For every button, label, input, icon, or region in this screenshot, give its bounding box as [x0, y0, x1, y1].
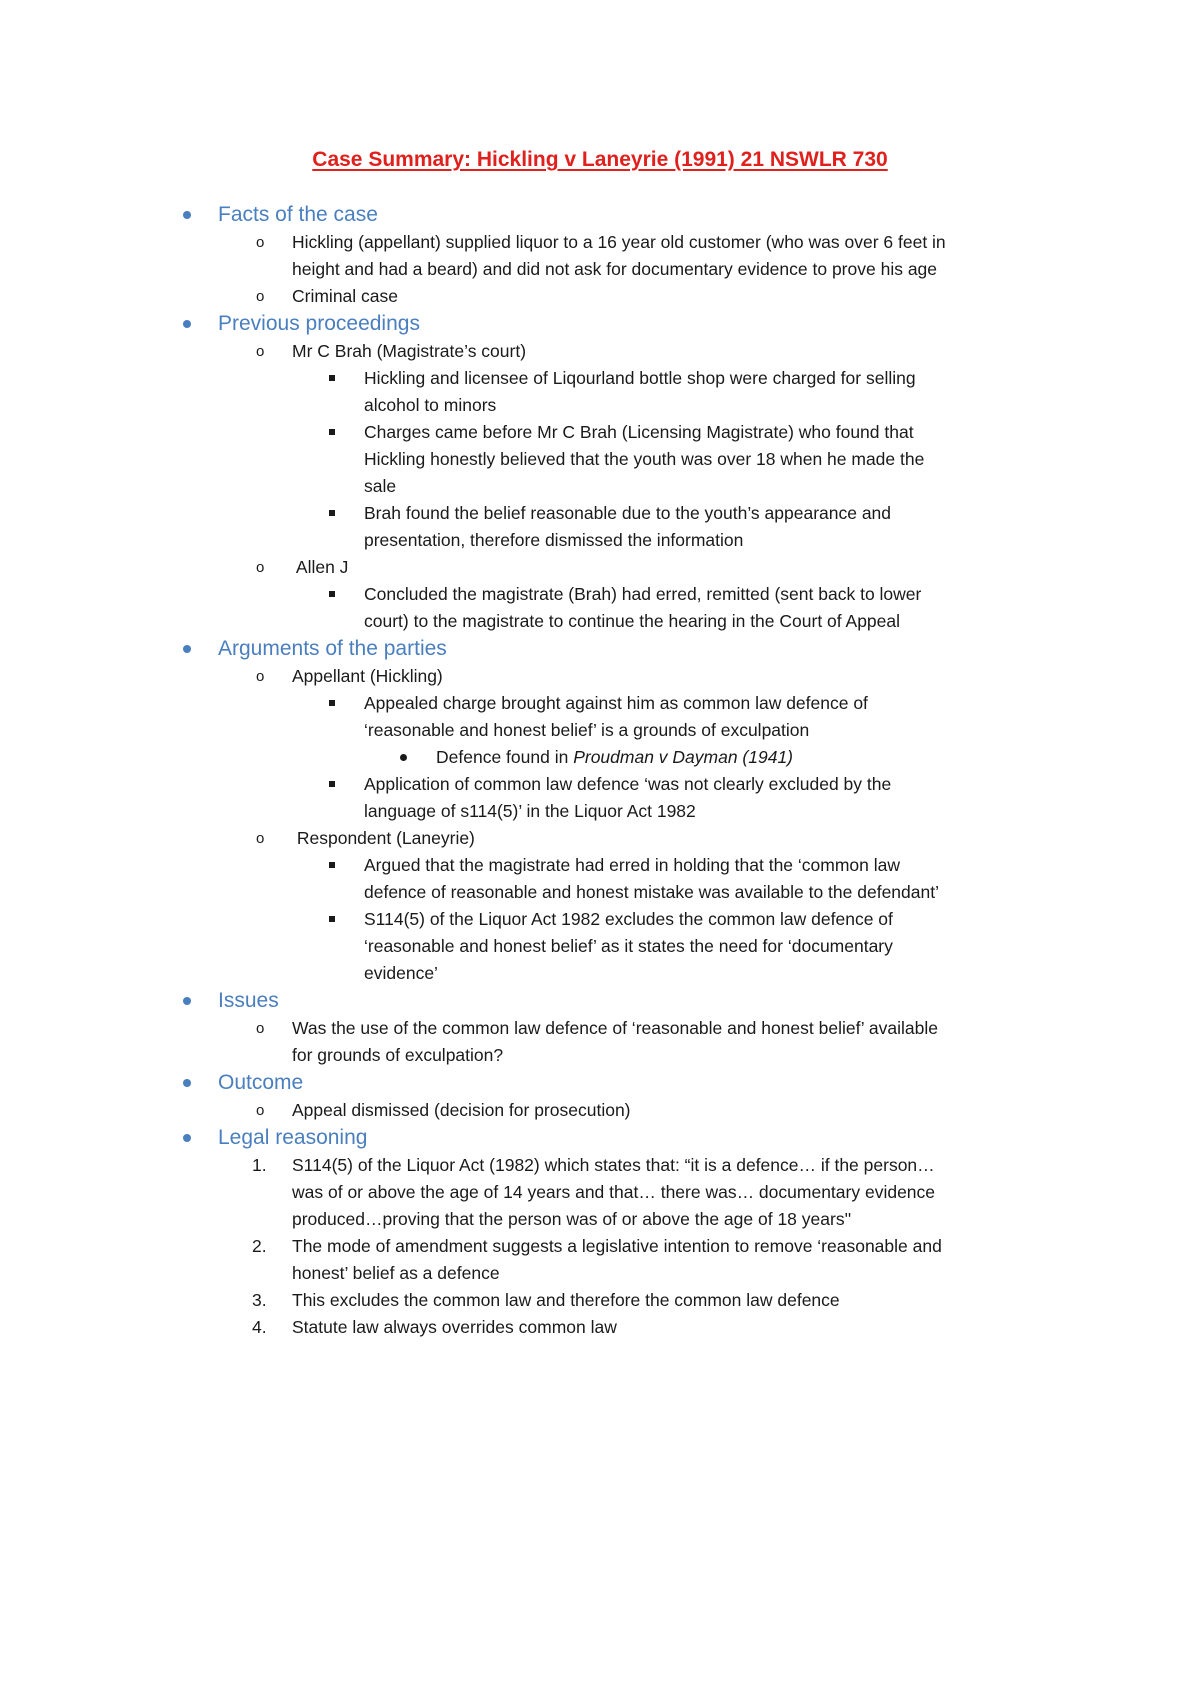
section-heading-outcome: Outcome: [0, 1069, 1200, 1097]
section-heading-issues: Issues: [0, 987, 1200, 1015]
square-bullet-icon: [329, 429, 335, 435]
list-item: o Allen J: [0, 554, 1200, 581]
list-item-continuation: height and had a beard) and did not ask for documentary evidence to prove his age: [292, 259, 938, 279]
square-bullet-icon: [329, 700, 335, 706]
list-item: o Mr C Brah (Magistrate’s court): [0, 338, 1200, 365]
sub-bullet-icon: o: [256, 559, 265, 576]
list-item: o Criminal case: [0, 283, 1200, 310]
list-item-continuation: court) to the magistrate to continue the hearing in the Court of Appeal: [364, 611, 901, 631]
list-item: o Hickling (appellant) supplied liquor to a 16 year old customer (who was over 6 feet in: [0, 229, 1200, 256]
list-item-continuation: was of or above the age of 14 years and that… there was… documentary evidence: [292, 1182, 936, 1202]
list-item-continuation: alcohol to minors: [364, 395, 497, 415]
case-citation: Proudman v Dayman (1941): [573, 747, 794, 767]
sub-bullet-icon: o: [256, 234, 265, 251]
list-item: Hickling and licensee of Liqourland bottle shop were charged for selling: [0, 365, 1200, 392]
list-item: o Was the use of the common law defence of ‘reasonable and honest belief’ available: [0, 1015, 1200, 1042]
list-item: S114(5) of the Liquor Act 1982 excludes the common law defence of: [0, 906, 1200, 933]
sub-bullet-icon: o: [256, 830, 265, 847]
list-item: Brah found the belief reasonable due to the youth’s appearance and: [0, 500, 1200, 527]
list-item: Appealed charge brought against him as common law defence of: [0, 690, 1200, 717]
list-item-continuation: Hickling honestly believed that the youth was over 18 when he made the: [364, 449, 925, 469]
list-item: Concluded the magistrate (Brah) had erred, remitted (sent back to lower: [0, 581, 1200, 608]
list-item-continuation: defence of reasonable and honest mistake was available to the defendant’: [364, 882, 939, 902]
list-item-continuation: presentation, therefore dismissed the information: [364, 530, 744, 550]
sub-bullet-icon: o: [256, 1102, 265, 1119]
document-body: [0, 201, 1200, 1341]
list-item: o Appeal dismissed (decision for prosecution): [0, 1097, 1200, 1124]
numbered-item: 3. This excludes the common law and therefore the common law defence: [0, 1287, 1200, 1314]
numbered-item: 4. Statute law always overrides common law: [0, 1314, 1200, 1341]
list-item: Application of common law defence ‘was not clearly excluded by the: [0, 771, 1200, 798]
bullet-icon: [183, 1134, 191, 1142]
case-reference-line: Defence found in Proudman v Dayman (1941): [436, 747, 794, 767]
list-item: Charges came before Mr C Brah (Licensing Magistrate) who found that: [0, 419, 1200, 446]
item-number: 4.: [252, 1317, 267, 1337]
sub-bullet-icon: o: [256, 288, 265, 305]
list-item-continuation: ‘reasonable and honest belief’ is a grounds of exculpation: [364, 720, 810, 740]
round-bullet-icon: [400, 754, 407, 761]
square-bullet-icon: [329, 375, 335, 381]
list-item-continuation: for grounds of exculpation?: [292, 1045, 504, 1065]
bullet-icon: [183, 997, 191, 1005]
section-heading-facts: Facts of the case: [0, 201, 1200, 229]
bullet-icon: [183, 211, 191, 219]
numbered-item: 1. S114(5) of the Liquor Act (1982) which states that: “it is a defence… if the person…: [0, 1152, 1200, 1179]
document-title: Case Summary: Hickling v Laneyrie (1991) 21 NSWLR 730: [312, 148, 888, 171]
list-item: Argued that the magistrate had erred in holding that the ‘common law: [0, 852, 1200, 879]
square-bullet-icon: [329, 591, 335, 597]
list-item-continuation: evidence’: [364, 963, 438, 983]
list-item-continuation: produced…proving that the person was of or above the age of 18 years'': [292, 1209, 852, 1229]
sub-bullet-icon: o: [256, 1020, 265, 1037]
square-bullet-icon: [329, 916, 335, 922]
bullet-icon: [183, 645, 191, 653]
square-bullet-icon: [329, 862, 335, 868]
square-bullet-icon: [329, 510, 335, 516]
list-item: [0, 744, 1200, 771]
section-heading-legal-reasoning: Legal reasoning: [0, 1124, 1200, 1152]
item-number: 3.: [252, 1290, 267, 1310]
list-item-continuation: honest’ belief as a defence: [292, 1263, 500, 1283]
section-heading-arguments: Arguments of the parties: [0, 635, 1200, 663]
sub-bullet-icon: o: [256, 343, 265, 360]
item-number: 2.: [252, 1236, 267, 1256]
bullet-icon: [183, 1079, 191, 1087]
section-heading-previous-proceedings: Previous proceedings: [0, 310, 1200, 338]
list-item-continuation: sale: [364, 476, 397, 496]
list-item-continuation: ‘reasonable and honest belief’ as it states the need for ‘documentary: [364, 936, 893, 956]
bullet-icon: [183, 320, 191, 328]
item-number: 1.: [252, 1155, 267, 1175]
numbered-item: 2. The mode of amendment suggests a legislative intention to remove ‘reasonable and: [0, 1233, 1200, 1260]
list-item-continuation: language of s114(5)’ in the Liquor Act 1982: [364, 801, 696, 821]
list-item: o Respondent (Laneyrie): [0, 825, 1200, 852]
list-item: o Appellant (Hickling): [0, 663, 1200, 690]
sub-bullet-icon: o: [256, 668, 265, 685]
square-bullet-icon: [329, 781, 335, 787]
